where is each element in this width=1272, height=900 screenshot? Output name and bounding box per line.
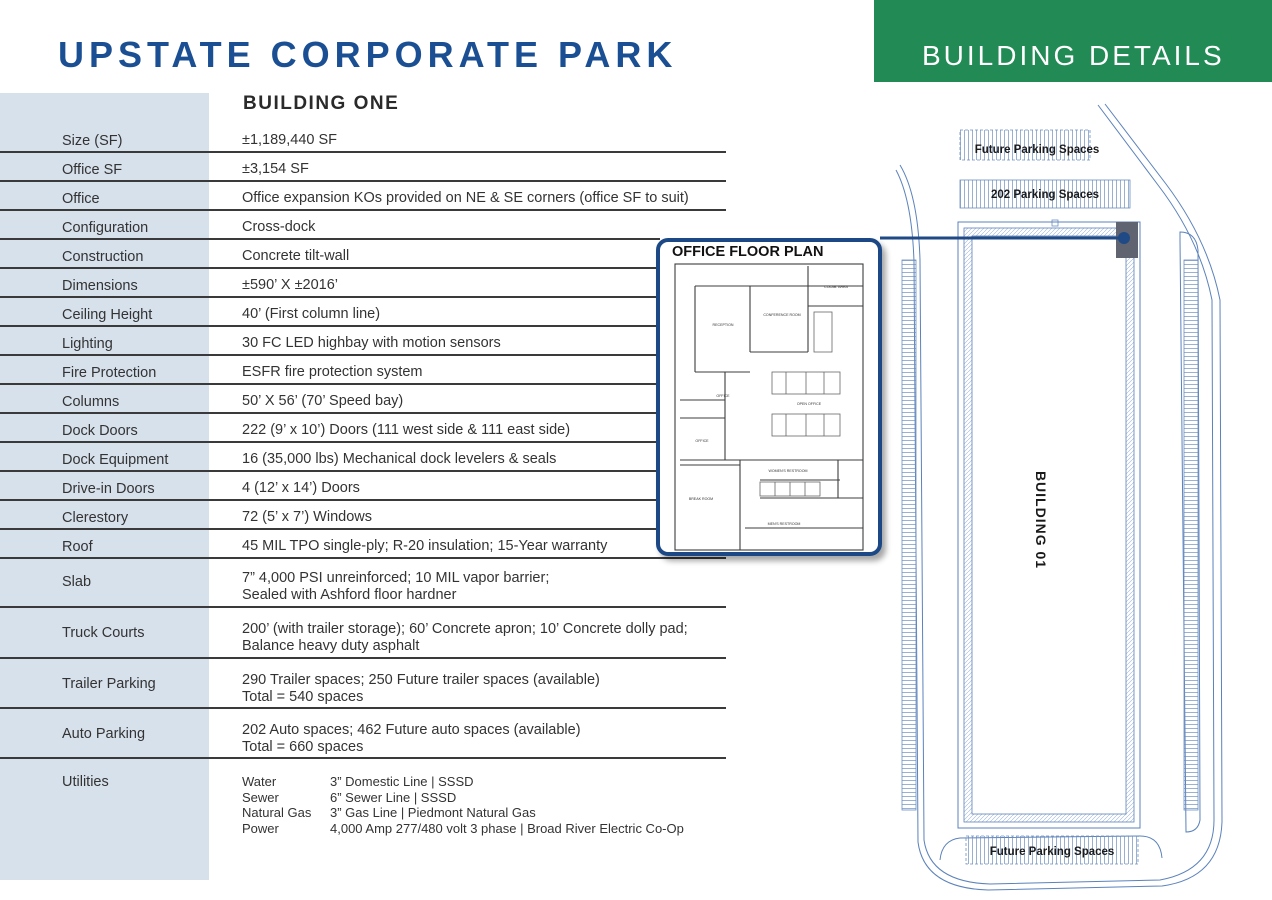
room-label: BREAK ROOM: [688, 497, 714, 501]
room-label: COLAB. AREA: [824, 285, 848, 289]
utility-detail: 4,000 Amp 277/480 volt 3 phase | Broad River Electric Co-Op: [330, 821, 684, 836]
floor-plan-title: OFFICE FLOOR PLAN: [672, 244, 824, 260]
utilities-label: Utilities: [62, 774, 109, 790]
room-label: WOMEN'S RESTROOM: [768, 469, 808, 473]
future-parking-bottom-label: Future Parking Spaces: [989, 846, 1115, 858]
spec-value: ±3,154 SF: [242, 161, 309, 177]
west-trailer-parking: [902, 260, 916, 810]
spec-label: Trailer Parking: [62, 676, 156, 692]
spec-value: 200’ (with trailer storage); 60’ Concrete apron; 10’ Concrete dolly pad;: [242, 621, 688, 637]
spec-label: Construction: [62, 249, 144, 265]
spec-label: Office SF: [62, 162, 123, 178]
spec-label: Size (SF): [62, 133, 123, 149]
utility-detail: 3” Domestic Line | SSSD: [330, 774, 474, 789]
spec-value: 40’ (First column line): [242, 306, 381, 322]
spec-value: 30 FC LED highbay with motion sensors: [242, 335, 501, 351]
spec-value-line2: Total = 660 spaces: [242, 739, 364, 755]
spec-label: Configuration: [62, 220, 149, 236]
room-label: RECEPTION: [712, 323, 734, 327]
spec-value: Concrete tilt-wall: [242, 248, 350, 264]
spec-value: 290 Trailer spaces; 250 Future trailer spaces (available): [242, 672, 600, 688]
spec-value-line2: Sealed with Ashford floor hardner: [242, 587, 457, 603]
spec-label: Roof: [62, 539, 93, 555]
spec-value: 4 (12’ x 14’) Doors: [242, 480, 360, 496]
spec-value: Office expansion KOs provided on NE & SE corners (office SF to suit): [242, 190, 689, 206]
spec-value: 72 (5’ x 7’) Windows: [242, 509, 373, 525]
spec-label: Drive-in Doors: [62, 481, 155, 497]
spec-label: Slab: [62, 574, 92, 590]
spec-label: Office: [62, 191, 100, 207]
spec-label: Clerestory: [62, 510, 129, 526]
room-label: OPEN OFFICE: [796, 402, 822, 406]
room-label: OFFICE: [695, 439, 709, 443]
spec-label: Lighting: [62, 336, 113, 352]
spec-value: ±590’ X ±2016’: [242, 277, 338, 293]
room-label: MEN'S RESTROOM: [767, 522, 801, 526]
utility-name: Water: [242, 774, 277, 789]
spec-label: Dock Equipment: [62, 452, 169, 468]
spec-value: 45 MIL TPO single-ply; R-20 insulation; 15-Year warranty: [242, 538, 608, 554]
room-label: CONFERENCE ROOM: [763, 313, 801, 317]
spec-value-line2: Total = 540 spaces: [242, 689, 364, 705]
spec-value: Cross-dock: [242, 219, 316, 235]
spec-value: 50’ X 56’ (70’ Speed bay): [242, 393, 404, 409]
spec-value: ±1,189,440 SF: [242, 132, 338, 148]
utility-name: Power: [242, 821, 279, 836]
utility-detail: 6” Sewer Line | SSSD: [330, 790, 457, 805]
parking-202-label: 202 Parking Spaces: [990, 189, 1100, 201]
future-parking-top-label: Future Parking Spaces: [974, 144, 1100, 156]
utility-detail: 3” Gas Line | Piedmont Natural Gas: [330, 805, 536, 820]
spec-label: Dimensions: [62, 278, 138, 294]
utility-name: Sewer: [242, 790, 279, 805]
spec-label: Fire Protection: [62, 365, 157, 381]
spec-value: ESFR fire protection system: [242, 364, 423, 380]
spec-value-line2: Balance heavy duty asphalt: [242, 638, 420, 654]
spec-label: Truck Courts: [62, 625, 145, 641]
spec-label: Auto Parking: [62, 726, 146, 742]
building-label: BUILDING 01: [1033, 470, 1049, 570]
spec-value: 222 (9’ x 10’) Doors (111 west side & 111 east side): [242, 422, 571, 438]
spec-label: Dock Doors: [62, 423, 138, 439]
east-trailer-parking: [1184, 260, 1198, 810]
utility-name: Natural Gas: [242, 805, 312, 820]
callout-dot: [1118, 232, 1130, 244]
section-title: BUILDING DETAILS: [922, 40, 1225, 71]
spec-label: Columns: [62, 394, 120, 410]
building-name: BUILDING ONE: [243, 93, 400, 114]
room-label: OFFICE: [716, 394, 730, 398]
spec-label: Ceiling Height: [62, 307, 153, 323]
spec-value: 7” 4,000 PSI unreinforced; 10 MIL vapor barrier;: [242, 570, 550, 586]
spec-value: 202 Auto spaces; 462 Future auto spaces (available): [242, 722, 581, 738]
spec-value: 16 (35,000 lbs) Mechanical dock levelers & seals: [242, 451, 557, 467]
park-title: UPSTATE CORPORATE PARK: [58, 34, 678, 75]
